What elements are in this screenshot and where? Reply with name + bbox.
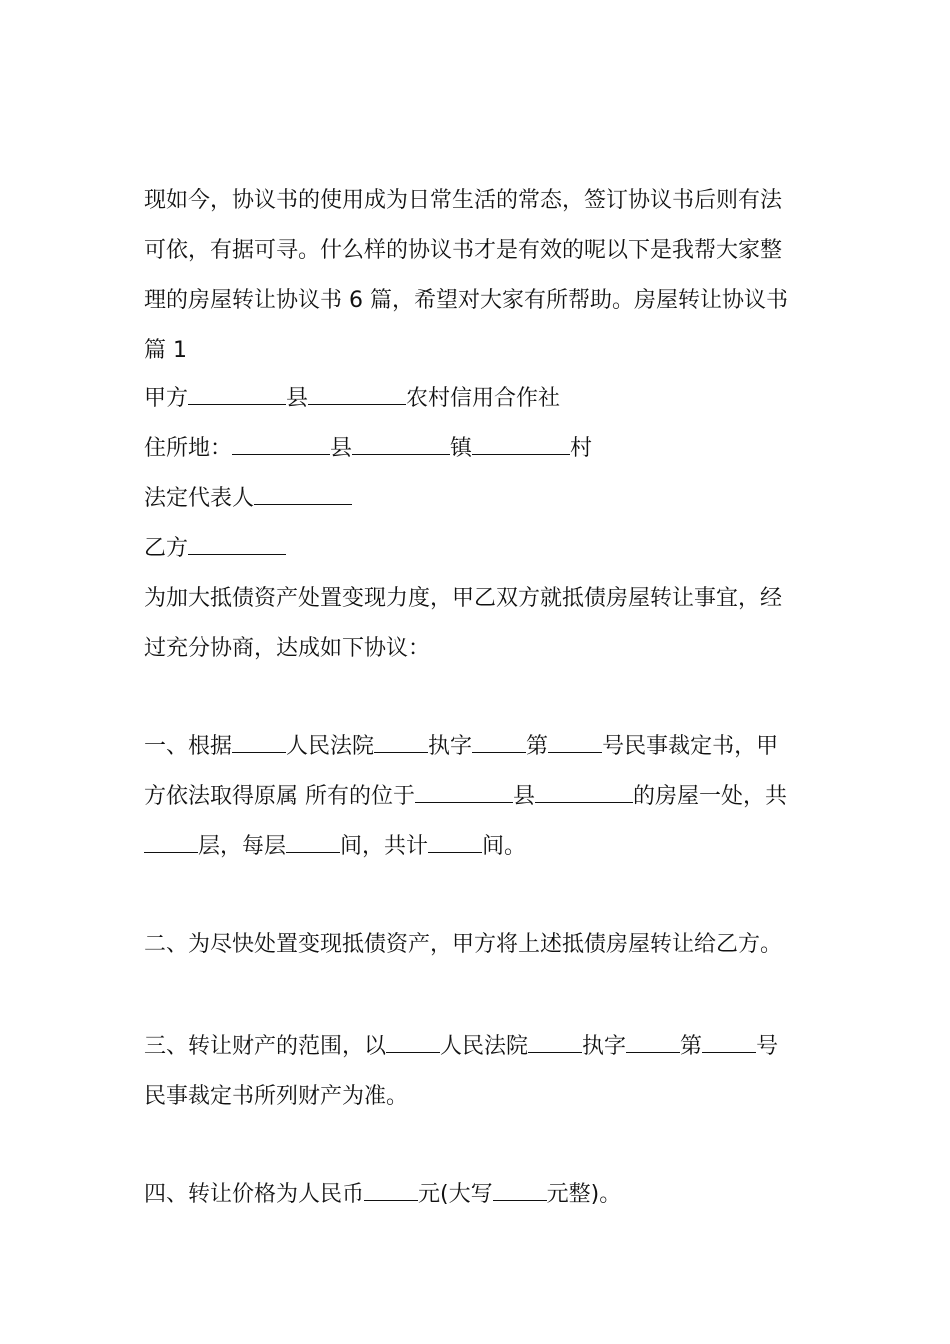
blank-field [188, 386, 286, 405]
blank-field [308, 386, 406, 405]
clause-text: 间，共计 [340, 834, 429, 859]
blank-field [415, 784, 513, 803]
party-a-line [144, 374, 824, 424]
blank-field [232, 734, 286, 753]
blank-field [374, 734, 428, 753]
preamble-line-1: 为加大抵债资产处置变现力度，甲乙双方就抵债房屋转让事宜，经 [144, 586, 783, 611]
address-village: 村 [570, 436, 593, 461]
intro-paragraph [144, 176, 824, 376]
clause-text: 的房屋一处，共 [633, 784, 788, 809]
party-a-suffix: 农村信用合作社 [406, 386, 561, 411]
clause-text: 人民法院 [286, 734, 375, 759]
blank-field [286, 834, 340, 853]
clause-3-line-1 [144, 1022, 824, 1072]
clause-text: 层，每层 [198, 834, 287, 859]
clause-1-line-3 [144, 822, 824, 872]
clause-4-line [144, 1170, 824, 1220]
blank-field [188, 536, 286, 555]
preamble-paragraph [144, 574, 824, 674]
blank-field [472, 436, 570, 455]
clause-text: 执字 [582, 1034, 627, 1059]
blank-field [493, 1182, 547, 1201]
clause-3-line-2: 民事裁定书所列财产为准。 [144, 1084, 409, 1109]
address-county: 县 [330, 436, 353, 461]
clause-text: 方依法取得原属 所有的位于 [144, 784, 415, 809]
blank-field [352, 436, 450, 455]
clause-text: 间。 [482, 834, 527, 859]
clause-text: 元整)。 [546, 1182, 622, 1207]
intro-line-3: 理的房屋转让协议书 6 篇，希望对大家有所帮助。房屋转让协议书 [144, 288, 788, 313]
clause-text: 第 [680, 1034, 703, 1059]
blank-field [254, 486, 352, 505]
blank-field [535, 784, 633, 803]
intro-line-1: 现如今，协议书的使用成为日常生活的常态，签订协议书后则有法 [144, 188, 783, 213]
clause-4 [144, 1170, 824, 1220]
legal-rep-line [144, 474, 824, 524]
blank-field [364, 1182, 418, 1201]
address-line [144, 424, 824, 474]
blank-field [626, 1034, 680, 1053]
clause-2-line: 二、为尽快处置变现抵债资产，甲方将上述抵债房屋转让给乙方。 [144, 932, 783, 957]
legal-rep-label: 法定代表人 [144, 486, 255, 511]
clause-text: 一、根据 [144, 734, 233, 759]
address-town: 镇 [450, 436, 473, 461]
party-a-label: 甲方 [144, 386, 189, 411]
blank-field [386, 1034, 440, 1053]
blank-field [144, 834, 198, 853]
clause-1-line-1 [144, 722, 824, 772]
clause-text: 执字 [428, 734, 473, 759]
clause-text: 四、转让价格为人民币 [144, 1182, 365, 1207]
clause-text: 号 [756, 1034, 779, 1059]
blank-field [548, 734, 602, 753]
clause-1 [144, 722, 824, 872]
clause-text: 号民事裁定书，甲 [602, 734, 779, 759]
clause-text: 第 [526, 734, 549, 759]
clause-text: 人民法院 [440, 1034, 529, 1059]
preamble-line-2: 过充分协商，达成如下协议： [144, 636, 431, 661]
blank-field [232, 436, 330, 455]
intro-line-2: 可依，有据可寻。什么样的协议书才是有效的呢以下是我帮大家整 [144, 238, 783, 263]
county-label: 县 [286, 386, 309, 411]
blank-field [528, 1034, 582, 1053]
clause-text: 元(大写 [418, 1182, 493, 1207]
blank-field [472, 734, 526, 753]
clause-text: 三、转让财产的范围，以 [144, 1034, 387, 1059]
clause-3 [144, 1022, 824, 1122]
clause-1-line-2 [144, 772, 824, 822]
clause-2 [144, 920, 824, 970]
party-b-label: 乙方 [144, 536, 189, 561]
blank-field [428, 834, 482, 853]
address-label: 住所地： [144, 436, 233, 461]
intro-line-4: 篇 1 [144, 338, 187, 363]
party-b-line [144, 524, 824, 574]
blank-field [702, 1034, 756, 1053]
clause-text: 县 [513, 784, 536, 809]
